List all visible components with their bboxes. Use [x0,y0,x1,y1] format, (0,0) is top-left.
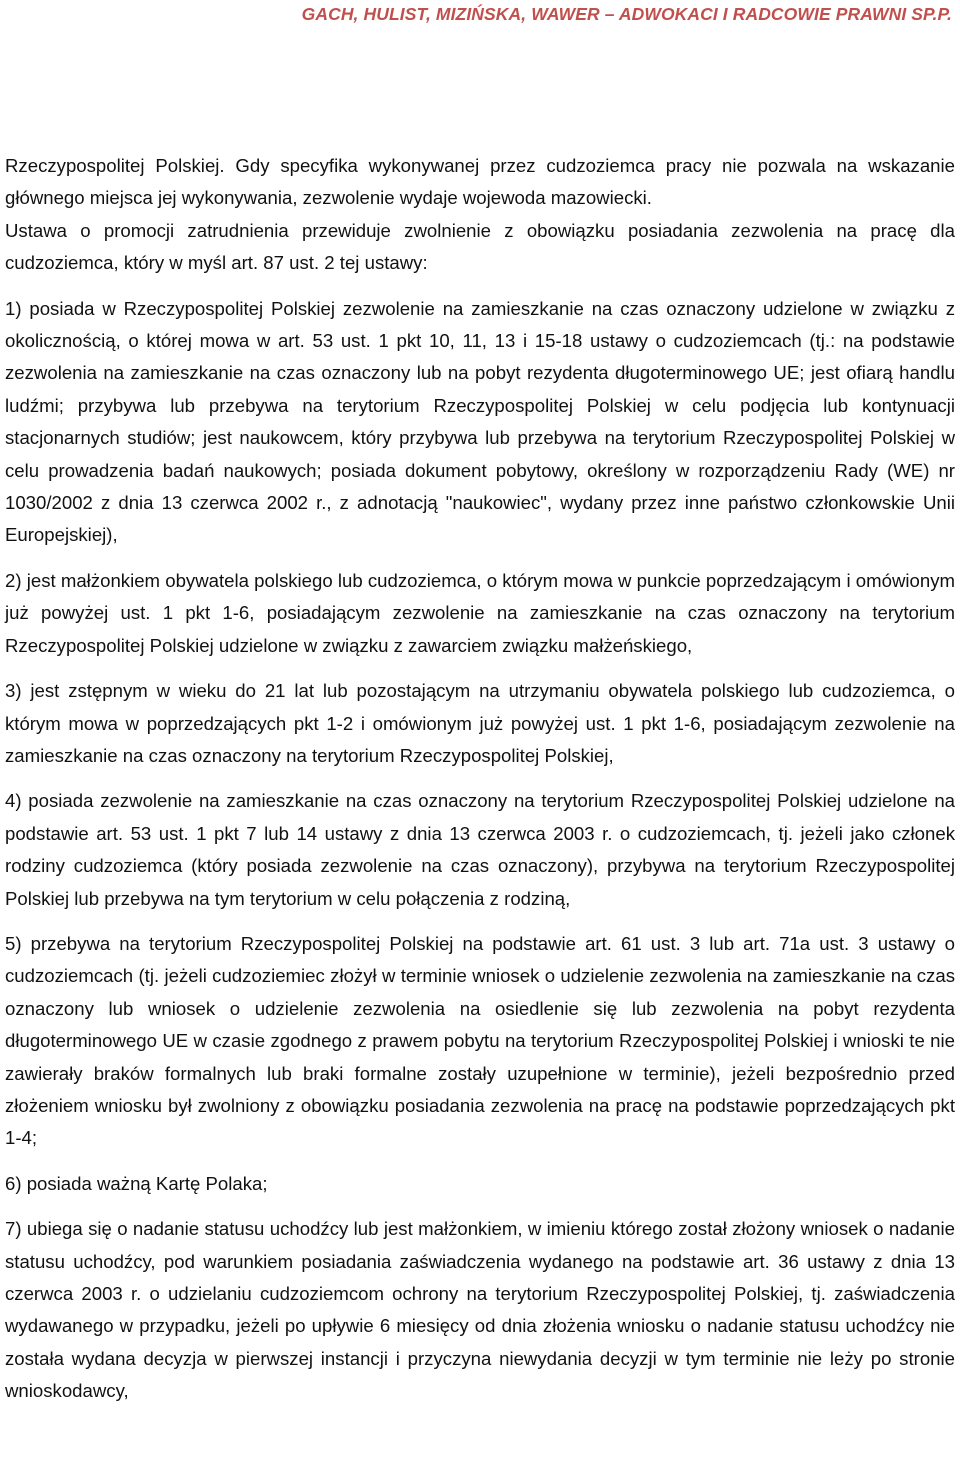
document-body [5,150,955,1421]
list-item-1: 1) posiada w Rzeczypospolitej Polskiej zezwolenie na zamieszkanie na czas oznaczony udzielone w związku z okolicznością, o której mowa w art. 53 ust. 1 pkt 10, 11, 13 i 15-18 ustawy o cudzoziemcach (tj.: na podstawie zezwolenia na zamieszkanie na czas oznaczony lub na pobyt rezydenta długoterminowego UE; jest ofiarą handlu ludźmi; przybywa lub przebywa na terytorium Rzeczypospolitej Polskiej w celu podjęcia lub kontynuacji stacjonarnych studiów; jest naukowcem, który przybywa lub przebywa na terytorium Rzeczypospolitej Polskiej w celu prowadzenia badań naukowych; posiada dokument pobytowy, określony w rozporządzeniu Rady (WE) nr 1030/2002 z dnia 13 czerwca 2002 r., z adnotacją "naukowiec", wydany przez inne państwo członkowskie Unii Europejskiej), [5,297,955,546]
list-item-2: 2) jest małżonkiem obywatela polskiego lub cudzoziemca, o którym mowa w punkcie poprzedzającym i omówionym już powyżej ust. 1 pkt 1-6, posiadającym zezwolenie na zamieszkanie na czas oznaczony na terytorium Rzeczypospolitej Polskiej udzielone w związku z zawarciem związku małżeńskiego, [5,569,955,656]
list-item-5: 5) przebywa na terytorium Rzeczypospolitej Polskiej na podstawie art. 61 ust. 3 lub art. 71a ust. 3 ustawy o cudzoziemcach (tj. jeżeli cudzoziemiec złożył w terminie wniosek o udzielenie zezwolenia na zamieszkanie na czas oznaczony lub wniosek o udzielenie zezwolenia na osiedlenie się lub zezwolenia na pobyt rezydenta długoterminowego UE w czasie zgodnego z prawem pobytu na terytorium Rzeczypospolitej Polskiej i wnioski te nie zawierały braków formalnych lub braki formalne zostały uzupełnione w terminie), jeżeli bezpośrednio przed złożeniem wniosku był zwolniony z obowiązku posiadania zezwolenia na pracę na podstawie poprzedzających pkt 1-4; [5,932,955,1149]
list-item-6: 6) posiada ważną Kartę Polaka; [5,1172,268,1194]
firm-header: GACH, HULIST, MIZIŃSKA, WAWER – ADWOKACI I RADCOWIE PRAWNI SP.P. [301,4,952,24]
paragraph-exemption-intro: Ustawa o promocji zatrudnienia przewiduje zwolnienie z obowiązku posiadania zezwolenia na pracę dla cudzoziemca, który w myśl art. 87 ust. 2 tej ustawy: [5,219,955,274]
list-item-4: 4) posiada zezwolenie na zamieszkanie na czas oznaczony na terytorium Rzeczypospolitej Polskiej udzielone na podstawie art. 53 ust. 1 pkt 7 lub 14 ustawy z dnia 13 czerwca 2003 r. o cudzoziemcach, tj. jeżeli jako członek rodziny cudzoziemca (który posiada zezwolenie na czas oznaczony), przybywa na terytorium Rzeczypospolitej Polskiej lub przebywa na tym terytorium w celu połączenia z rodziną, [5,790,955,909]
list-item-3: 3) jest zstępnym w wieku do 21 lat lub pozostającym na utrzymaniu obywatela polskiego lub cudzoziemca, o którym mowa w poprzedzających pkt 1-2 i omówionym już powyżej ust. 1 pkt 1-6, posiadającym zezwolenie na zamieszkanie na czas oznaczony na terytorium Rzeczypospolitej Polskiej, [5,680,955,766]
paragraph-intro-continuation: Rzeczypospolitej Polskiej. Gdy specyfika wykonywanej przez cudzoziemca pracy nie pozwala na wskazanie głównego miejsca jej wykonywania, zezwolenie wydaje wojewoda mazowiecki. [5,155,955,209]
list-item-7: 7) ubiega się o nadanie statusu uchodźcy lub jest małżonkiem, w imieniu którego został złożony wniosek o nadanie statusu uchodźcy, pod warunkiem posiadania zaświadczenia wydanego na podstawie art. 36 ustawy z dnia 13 czerwca 2003 r. o udzielaniu cudzoziemcom ochrony na terytorium Rzeczypospolitej Polskiej, tj. zaświadczenia wydawanego w przypadku, jeżeli po upływie 6 miesięcy od dnia złożenia wniosku o nadanie statusu uchodźcy nie została wydana decyzja w pierwszej instancji i przyczyna niewydania decyzji w tym terminie nie leży po stronie wnioskodawcy, [5,1218,955,1402]
